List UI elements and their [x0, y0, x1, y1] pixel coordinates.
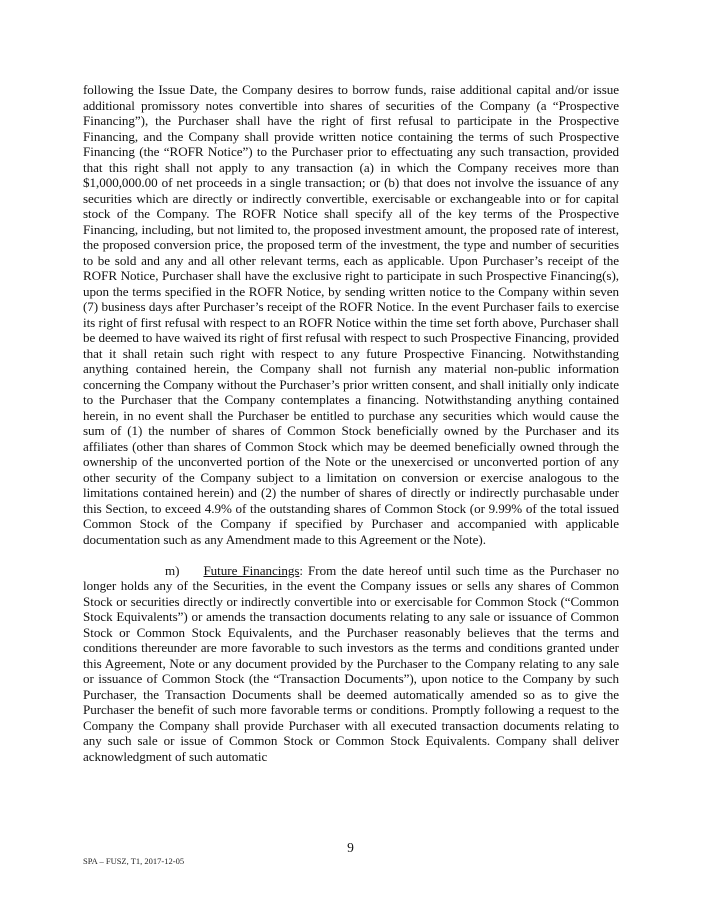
- document-footer: SPA – FUSZ, T1, 2017-12-05: [83, 856, 185, 866]
- section-heading: Future Financings: [203, 562, 300, 578]
- page-number: 9: [347, 840, 354, 855]
- document-body: [83, 82, 619, 764]
- section-label: m): [165, 562, 180, 578]
- section-text: : From the date hereof until such time as the Purchaser no longer holds any of the Securities, in the event the Company issues or sells any shares of Common Stock or securities directly or indirectly convertible into or exercisable for Common Stock (“Common Stock Equivalents”) or amends the transaction documents relating to any sale or issuance of Common Stock or Common Stock Equivalents, and the Purchaser reasonably believes that the terms and conditions thereunder are more favorable to such investors as the terms and conditions granted under this Agreement, Note or any document provided by the Purchaser to the Company relating to any sale or issuance of Common Stock (the “Transaction Documents”), upon notice to the Company by such Purchaser, the Transaction Documents shall be deemed automatically amended so as to give the Purchaser the benefit of such more favorable terms or conditions. Promptly following a request to the Company the Company shall provide Purchaser with all executed transaction documents relating to any such sale or issue of Common Stock or Common Stock Equivalents. Company shall deliver acknowledgment of such automatic: [83, 562, 619, 764]
- paragraph-rofr-continuation: following the Issue Date, the Company desires to borrow funds, raise additional capital and/or issue additional promissory notes convertible into shares of securities of the Company (a “Prospective Financing”), the Purchaser shall have the right of first refusal to participate in the Prospective Financing, and the Company shall provide written notice containing the terms of such Prospective Financing (the “ROFR Notice”) to the Purchaser prior to effectuating any such transaction, provided that this right shall not apply to any transaction (a) in which the Company receives more than $1,000,000.00 of net proceeds in a single transaction; or (b) that does not involve the issuance of any securities which are directly or indirectly convertible, exercisable or exchangeable into or for capital stock of the Company. The ROFR Notice shall specify all of the key terms of the Prospective Financing, including, but not limited to, the proposed investment amount, the proposed rate of interest, the proposed conversion price, the proposed term of the investment, the type and number of securities to be sold and any and all other relevant terms, each as applicable. Upon Purchaser’s receipt of the ROFR Notice, Purchaser shall have the exclusive right to participate in such Prospective Financing(s), upon the terms specified in the ROFR Notice, by sending written notice to the Company within seven (7) business days after Purchaser’s receipt of the ROFR Notice. In the event Purchaser fails to exercise its right of first refusal with respect to an ROFR Notice within the time set forth above, Purchaser shall be deemed to have waived its right of first refusal with respect to such Prospective Financing, provided that it shall retain such right with respect to any future Prospective Financing. Notwithstanding anything contained herein, the Company shall not furnish any material non-public information concerning the Company without the Purchaser’s prior written consent, and shall initially only indicate to the Purchaser that the Company contemplates a financing. Notwithstanding anything contained herein, in no event shall the Purchaser be entitled to purchase any securities which would cause the sum of (1) the number of shares of Common Stock beneficially owned by the Purchaser and its affiliates (other than shares of Common Stock which may be deemed beneficially owned through the ownership of the unconverted portion of the Note or the unexercised or unconverted portion of any other security of the Company subject to a limitation on conversion or exercise analogous to the limitations contained herein) and (2) the number of shares of directly or indirectly purchasable under this Section, to exceed 4.9% of the outstanding shares of Common Stock (or 9.99% of the total issued Common Stock of the Company if specified by Purchaser and accompanied with applicable documentation such as any Amendment made to this Agreement or the Note).: [83, 82, 619, 547]
- paragraph-future-financings: [83, 563, 619, 765]
